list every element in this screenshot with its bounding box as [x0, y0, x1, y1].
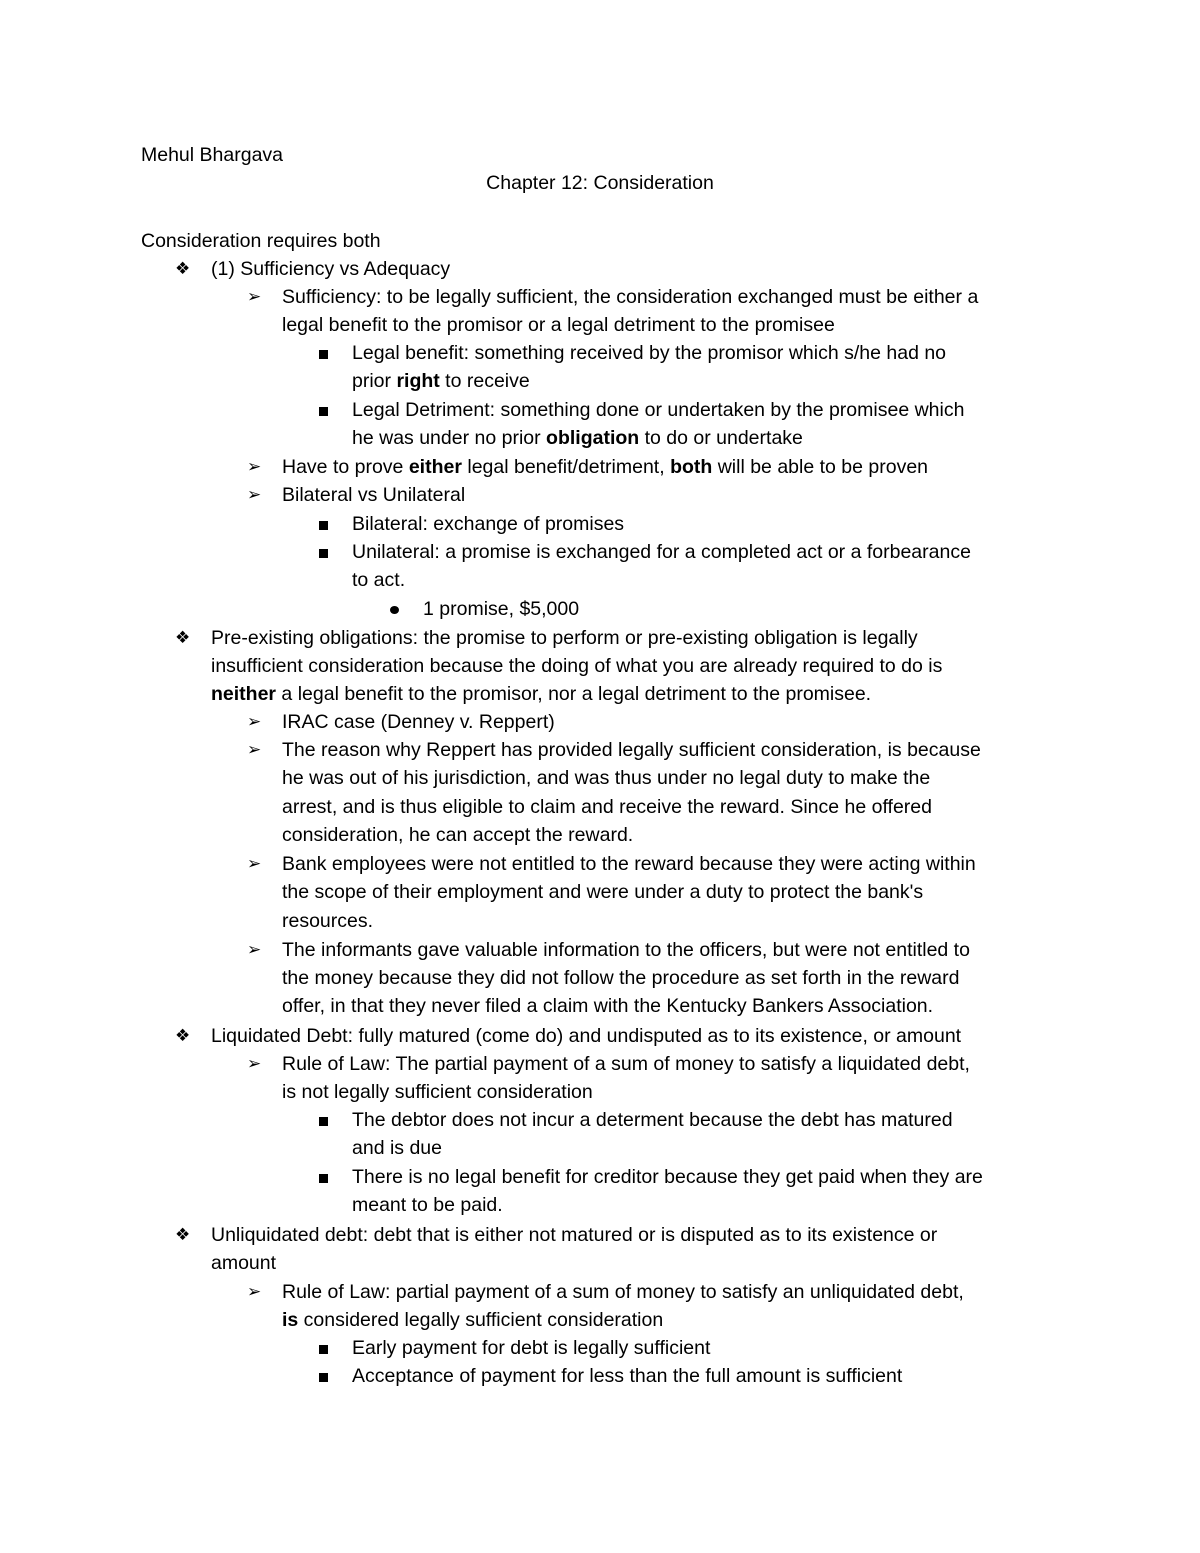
outline-line [211, 255, 450, 283]
line-text: consideration, he can accept the reward. [282, 824, 634, 846]
line-text: Early payment for debt is legally sufficient [352, 1337, 711, 1359]
outline-line [282, 793, 932, 821]
line-text: Acceptance of payment for less than the full amount is sufficient [352, 1365, 903, 1387]
outline-line [282, 1050, 970, 1078]
line-text: Have to prove [282, 456, 409, 478]
line-text: resources. [282, 910, 374, 932]
arrow-bullet-icon: ➢ [247, 1054, 262, 1073]
outline-line [282, 936, 970, 964]
arrow-bullet-icon: ➢ [247, 940, 262, 959]
outline-line [282, 764, 930, 792]
outline-line [352, 339, 946, 367]
line-text: Legal Detriment: something done or undertaken by the promisee which [352, 399, 965, 421]
line-text: arrest, and is thus eligible to claim and receive the reward. Since he offered [282, 796, 932, 818]
line-text: prior [352, 370, 397, 392]
outline-line [352, 367, 530, 395]
outline-line [352, 566, 405, 594]
line-text: insufficient consideration because the doing of what you are already required to do is [211, 655, 943, 677]
arrow-bullet-icon: ➢ [247, 457, 262, 476]
line-text: he was under no prior [352, 427, 547, 449]
line-text: and is due [352, 1137, 442, 1159]
square-bullet-icon [319, 350, 328, 359]
outline-line [282, 311, 835, 339]
line-text: Sufficiency: to be legally sufficient, the consideration exchanged must be either a [282, 286, 979, 308]
line-text: Rule of Law: The partial payment of a sum of money to satisfy a liquidated debt, [282, 1053, 970, 1075]
bold-term: is [282, 1309, 299, 1331]
outline-line [352, 1134, 442, 1162]
line-text: amount [211, 1252, 277, 1274]
outline-line [352, 1334, 710, 1362]
line-text: Legal benefit: something received by the promisor which s/he had no [352, 342, 947, 364]
outline-line [423, 595, 579, 623]
arrow-bullet-icon: ➢ [247, 854, 262, 873]
line-text: Unliquidated debt: debt that is either not matured or is disputed as to its existence or [211, 1224, 938, 1246]
line-text: offer, in that they never filed a claim with the Kentucky Bankers Association. [282, 995, 934, 1017]
line-text: the money because they did not follow the procedure as set forth in the reward [282, 967, 960, 989]
bold-term: both [670, 456, 713, 478]
diamond-bullet-icon: ❖ [175, 1026, 191, 1045]
outline-line [211, 652, 942, 680]
line-text: to act. [352, 569, 406, 591]
line-text: Pre-existing obligations: the promise to perform or pre-existing obligation is legally [211, 627, 918, 649]
square-bullet-icon [319, 1373, 328, 1382]
line-text: Bilateral: exchange of promises [352, 513, 625, 535]
outline-line [352, 538, 971, 566]
square-bullet-icon [319, 1345, 328, 1354]
line-text: (1) Sufficiency vs Adequacy [211, 258, 451, 280]
line-text: Rule of Law: partial payment of a sum of money to satisfy an unliquidated debt, [282, 1281, 964, 1303]
outline-line [211, 1022, 961, 1050]
outline-line [282, 850, 976, 878]
outline-line [282, 1306, 663, 1334]
line-text: to do or undertake [639, 427, 803, 449]
dot-bullet-icon [390, 606, 399, 614]
outline-line [352, 510, 624, 538]
line-text: The debtor does not incur a determent because the debt has matured [352, 1109, 953, 1131]
line-text: Unilateral: a promise is exchanged for a completed act or a forbearance [352, 541, 971, 563]
square-bullet-icon [319, 1117, 328, 1126]
line-text: Liquidated Debt: fully matured (come do) and undisputed as to its existence, or amount [211, 1025, 962, 1047]
outline-line [352, 1362, 902, 1390]
outline-line [211, 1221, 937, 1249]
line-text: he was out of his jurisdiction, and was thus under no legal duty to make the [282, 767, 931, 789]
line-text: a legal benefit to the promisor, nor a legal detriment to the promisee. [276, 683, 872, 705]
line-text: The reason why Reppert has provided legally sufficient consideration, is because [282, 739, 981, 761]
line-text: will be able to be proven [712, 456, 929, 478]
diamond-bullet-icon: ❖ [175, 1225, 191, 1244]
outline-line [211, 624, 918, 652]
arrow-bullet-icon: ➢ [247, 712, 262, 731]
arrow-bullet-icon: ➢ [247, 287, 262, 306]
line-text: Bank employees were not entitled to the reward because they were acting within [282, 853, 976, 875]
author-name: Mehul Bhargava [141, 144, 284, 166]
outline-line [282, 1278, 964, 1306]
bold-term: neither [211, 683, 277, 705]
line-text: There is no legal benefit for creditor because they get paid when they are [352, 1166, 983, 1188]
outline-line [282, 821, 633, 849]
square-bullet-icon [319, 521, 328, 530]
outline-line [352, 1163, 983, 1191]
line-text: legal benefit to the promisor or a legal detriment to the promisee [282, 314, 835, 336]
diamond-bullet-icon: ❖ [175, 628, 191, 647]
arrow-bullet-icon: ➢ [247, 740, 262, 759]
line-text: considered legally sufficient consideration [298, 1309, 664, 1331]
outline-line [352, 424, 803, 452]
outline-line [352, 1191, 503, 1219]
arrow-bullet-icon: ➢ [247, 485, 262, 504]
line-text: Bilateral vs Unilateral [282, 484, 466, 506]
outline-line [211, 680, 871, 708]
outline-line [282, 878, 923, 906]
outline-line [282, 992, 933, 1020]
line-text: is not legally sufficient consideration [282, 1081, 593, 1103]
outline-line [282, 907, 373, 935]
outline-line [211, 1249, 276, 1277]
intro-text: Consideration requires both [141, 230, 381, 252]
square-bullet-icon [319, 407, 328, 416]
outline-line [282, 283, 978, 311]
bold-term: either [408, 456, 462, 478]
line-text: IRAC case (Denney v. Reppert) [282, 711, 555, 733]
outline-line [282, 1078, 593, 1106]
outline-line [282, 453, 928, 481]
outline-line [352, 1106, 953, 1134]
arrow-bullet-icon: ➢ [247, 1282, 262, 1301]
page-title: Chapter 12: Consideration [486, 172, 714, 194]
square-bullet-icon [319, 1174, 328, 1183]
outline-line [282, 708, 555, 736]
diamond-bullet-icon: ❖ [175, 259, 191, 278]
line-text: meant to be paid. [352, 1194, 503, 1216]
line-text: 1 promise, $5,000 [423, 598, 580, 620]
outline-line [282, 964, 959, 992]
outline-line [282, 736, 981, 764]
line-text: The informants gave valuable information to the officers, but were not entitled to [282, 939, 970, 961]
line-text: the scope of their employment and were under a duty to protect the bank's [282, 881, 924, 903]
line-text: legal benefit/detriment, [461, 456, 671, 478]
outline-line [352, 396, 964, 424]
outline-line [282, 481, 465, 509]
line-text: to receive [439, 370, 530, 392]
bold-term: right [396, 370, 440, 392]
square-bullet-icon [319, 549, 328, 558]
bold-term: obligation [546, 427, 640, 449]
